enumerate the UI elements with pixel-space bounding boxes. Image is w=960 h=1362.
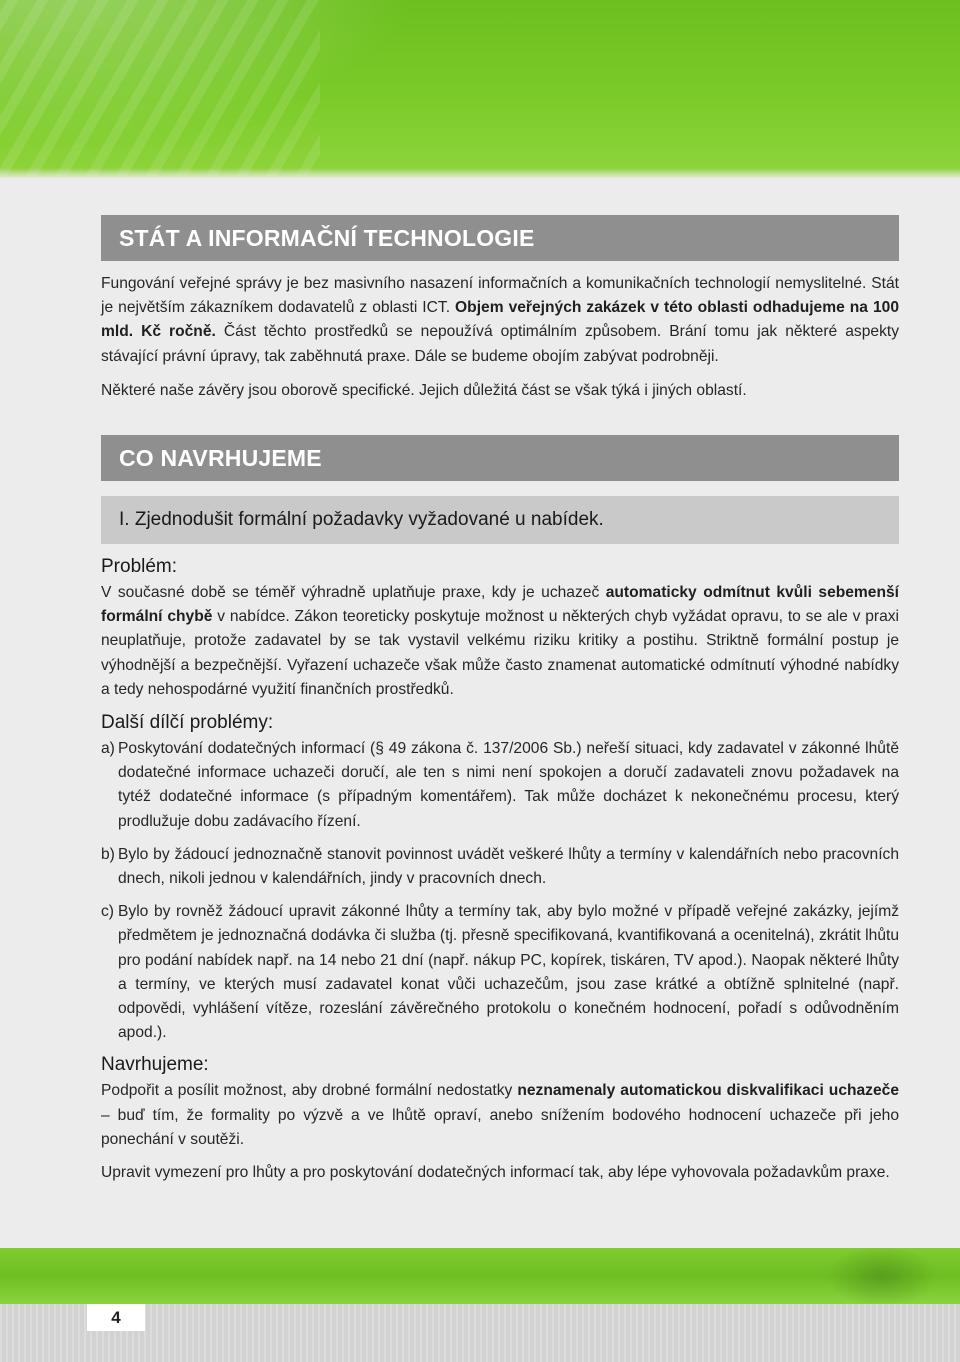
bottom-banner — [0, 1248, 960, 1304]
proposal-subheading: I. Zjednodušit formální požadavky vyžadované u nabídek. — [101, 496, 899, 544]
proposal-paragraph: Podpořit a posílit možnost, aby drobné formální nedostatky neznamenaly automatickou diskvalifikaci uchazeče – buď tím, že formality po výzvě a ve lhůtě opraví, anebo snížením bodového hodnocení uchazeče při jeho ponechání v soutěži. — [101, 1082, 900, 1148]
proposal-paragraph-2: Upravit vymezení pro lhůty a pro poskytování dodatečných informací tak, aby lépe vyhovovala požadavkům praxe. — [101, 1164, 890, 1182]
page-number: 4 — [87, 1304, 145, 1331]
list-item: c) Bylo by rovněž žádoucí upravit zákonné lhůty a termíny tak, aby bylo možné v případě veřejné zakázky, jejímž předmětem je jednoznačná dodávka či služba (tj. přesně specifikovaná, kvantifikovaná a ocenitelná), zkrátit lhůtu pro podání nabídek např. na 14 nebo 21 dní (např. nákup PC, kopírek, tiskáren, TV apod.). Naopak některé lhůty a termíny, ve kterých musí zadavatel konat vůči uchazečům, jsou zase krátké a obtížně splnitelné (např. odpovědi, vyhlášení vítěze, rozeslání závěrečného protokolu o konečném hodnocení, pořadí s odůvodněním apod.). — [101, 903, 899, 1042]
banner-decoration — [0, 0, 320, 178]
section-heading-navrhujeme — [101, 435, 899, 481]
section-title: STÁT A INFORMAČNÍ TECHNOLOGIE — [119, 224, 535, 251]
page-content — [101, 215, 899, 1185]
problem-heading: Problém: — [101, 556, 178, 578]
list-item: b) Bylo by žádoucí jednoznačně stanovit povinnost uvádět veškeré lhůty a termíny v kalendářních nebo pracovních dnech, nikoli jednou v kalendářních, jindy v pracovních dnech. — [101, 845, 899, 888]
intro-paragraph: Fungování veřejné správy je bez masivního nasazení informačních a komunikačních technologií nemyslitelné. Stát je největším zákazníkem dodavatelů z oblasti ICT. Objem veřejných zakázek v této oblasti odhadujeme na 100 mld. Kč ročně. Část těchto prostředků se nepoužívá optimálním způsobem. Brání tomu jak některé aspekty stávající právní úpravy, tak zaběhnutá praxe. Dále se budeme obojím zabývat podrobněji. — [101, 275, 899, 365]
top-banner — [0, 0, 960, 178]
conclusion-paragraph: Některé naše závěry jsou oborově specifické. Jejich důležitá část se však týká i jiných oblastí. — [101, 381, 747, 399]
section-heading-stat — [101, 215, 899, 261]
proposal-heading: Navrhujeme: — [101, 1054, 209, 1076]
subproblems-heading: Další dílčí problémy: — [101, 712, 274, 734]
section-title: CO NAVRHUJEME — [119, 444, 322, 471]
tree-decoration — [822, 1248, 942, 1304]
list-item: a) Poskytování dodatečných informací (§ 49 zákona č. 137/2006 Sb.) neřeší situaci, kdy zadavatel v zákonné lhůtě dodatečné informace uchazeči doručí, ale ten s nimi není spokojen a doručí zadavateli znovu požadavek na tytéž dodatečné informace (s případným komentářem). Tak může docházet k nekonečnému procesu, který prodlužuje dobu zadávacího řízení. — [101, 740, 899, 830]
problem-paragraph: V současné době se téměř výhradně uplatňuje praxe, kdy je uchazeč automaticky odmítnut kvůli sebemenší formální chybě v nabídce. Zákon teoreticky poskytuje možnost u některých chyb vyžádat opravu, to se ale v praxi neuplatňuje, protože zadavatel by se tak vystavil velkému riziku kritiky a postihu. Striktně formální postup je výhodnější a bezpečnější. Vyřazení uchazeče však může často znamenat automatické odmítnutí výhodné nabídky a tedy nehospodárné využití finančních prostředků. — [101, 584, 900, 698]
